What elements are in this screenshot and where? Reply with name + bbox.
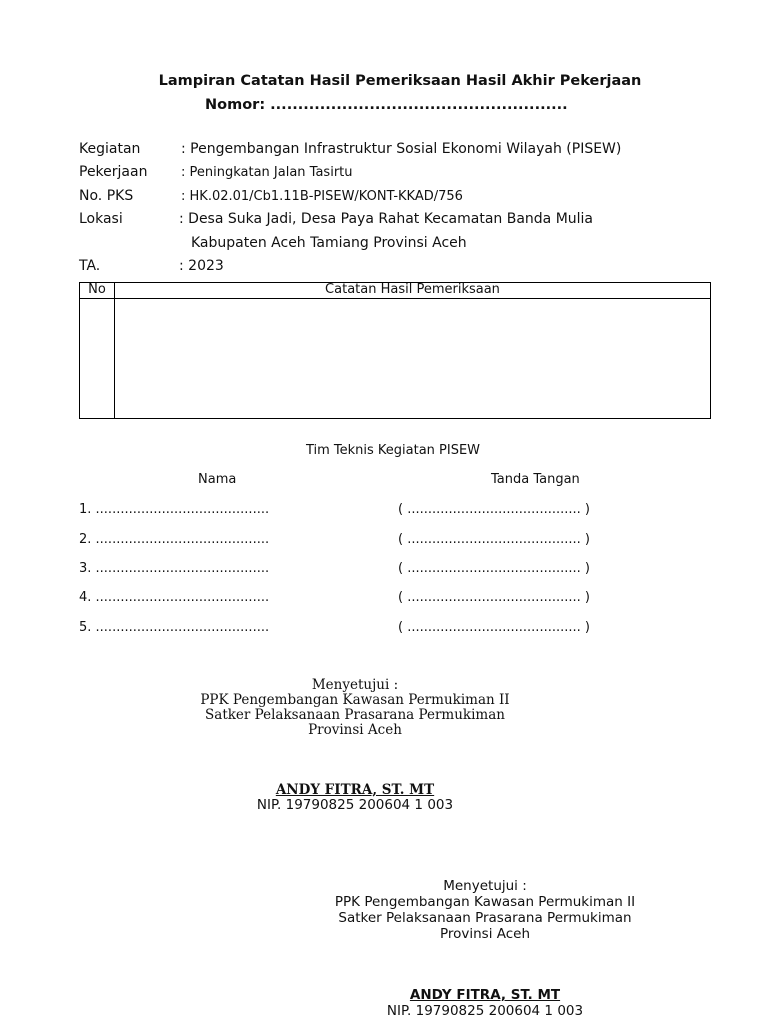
kegiatan-label: Kegiatan	[79, 141, 141, 157]
approval-2-nip: NIP. 19790825 200604 1 003	[386, 1003, 584, 1019]
approval-2-menyetujui: Menyetujui :	[443, 878, 527, 894]
approval-1-line2: Satker Pelaksanaan Prasarana Permukiman	[205, 707, 505, 723]
pks-label: No. PKS	[79, 188, 134, 204]
col-no-header: No	[88, 282, 106, 297]
pekerjaan-value: : Peningkatan Jalan Tasirtu	[181, 165, 353, 180]
approval-2-line2: Satker Pelaksanaan Prasarana Permukiman	[338, 910, 632, 926]
team-signature-1: ( .......................................... )	[398, 502, 590, 517]
col-catatan-header: Catatan Hasil Pemeriksaan	[325, 282, 500, 297]
pks-value: : HK.02.01/Cb1.11B-PISEW/KONT-KKAD/756	[181, 189, 463, 204]
team-name-1: 1. ..........................................	[79, 502, 270, 517]
pekerjaan-label: Pekerjaan	[79, 164, 148, 180]
catatan-table	[79, 282, 711, 419]
approval-2-signer-name: ANDY FITRA, ST. MT	[409, 987, 561, 1003]
approval-1-nip: NIP. 19790825 200604 1 003	[256, 797, 454, 813]
team-signature-4: ( .......................................... )	[398, 590, 590, 605]
approval-1-signer-name: ANDY FITRA, ST. MT	[275, 782, 435, 798]
approval-1-menyetujui: Menyetujui :	[311, 677, 399, 693]
team-signature-3: ( .......................................... )	[398, 561, 590, 576]
column-divider	[114, 283, 115, 418]
approval-1-line3: Provinsi Aceh	[308, 722, 402, 738]
document-title: Lampiran Catatan Hasil Pemeriksaan Hasil Akhir Pekerjaan	[158, 73, 642, 89]
col-ttd-header: Tanda Tangan	[491, 472, 580, 487]
catatan-table-header	[80, 283, 710, 299]
team-name-3: 3. ..........................................	[79, 561, 270, 576]
document-number: Nomor: ......................................................	[205, 97, 568, 113]
approval-block-2	[275, 878, 695, 1019]
team-name-4: 4. ..........................................	[79, 590, 270, 605]
team-signature-2: ( .......................................... )	[398, 532, 590, 547]
approval-2-line1: PPK Pengembangan Kawasan Permukiman II	[334, 894, 636, 910]
approval-block-1	[170, 678, 540, 813]
lokasi-label: Lokasi	[79, 211, 123, 227]
col-nama-header: Nama	[198, 472, 237, 487]
lokasi-value-line2: Kabupaten Aceh Tamiang Provinsi Aceh	[191, 235, 467, 251]
lokasi-value-line1: : Desa Suka Jadi, Desa Paya Rahat Kecamatan Banda Mulia	[179, 211, 593, 227]
team-signature-5: ( .......................................... )	[398, 620, 590, 635]
kegiatan-value: : Pengembangan Infrastruktur Sosial Ekonomi Wilayah (PISEW)	[181, 141, 622, 157]
ta-label: TA.	[79, 258, 101, 274]
team-name-2: 2. ..........................................	[79, 532, 270, 547]
approval-1-line1: PPK Pengembangan Kawasan Permukiman II	[200, 692, 510, 708]
team-name-5: 5. ..........................................	[79, 620, 270, 635]
approval-2-line3: Provinsi Aceh	[439, 926, 531, 942]
ta-value: : 2023	[179, 258, 224, 274]
team-title: Tim Teknis Kegiatan PISEW	[305, 443, 481, 458]
